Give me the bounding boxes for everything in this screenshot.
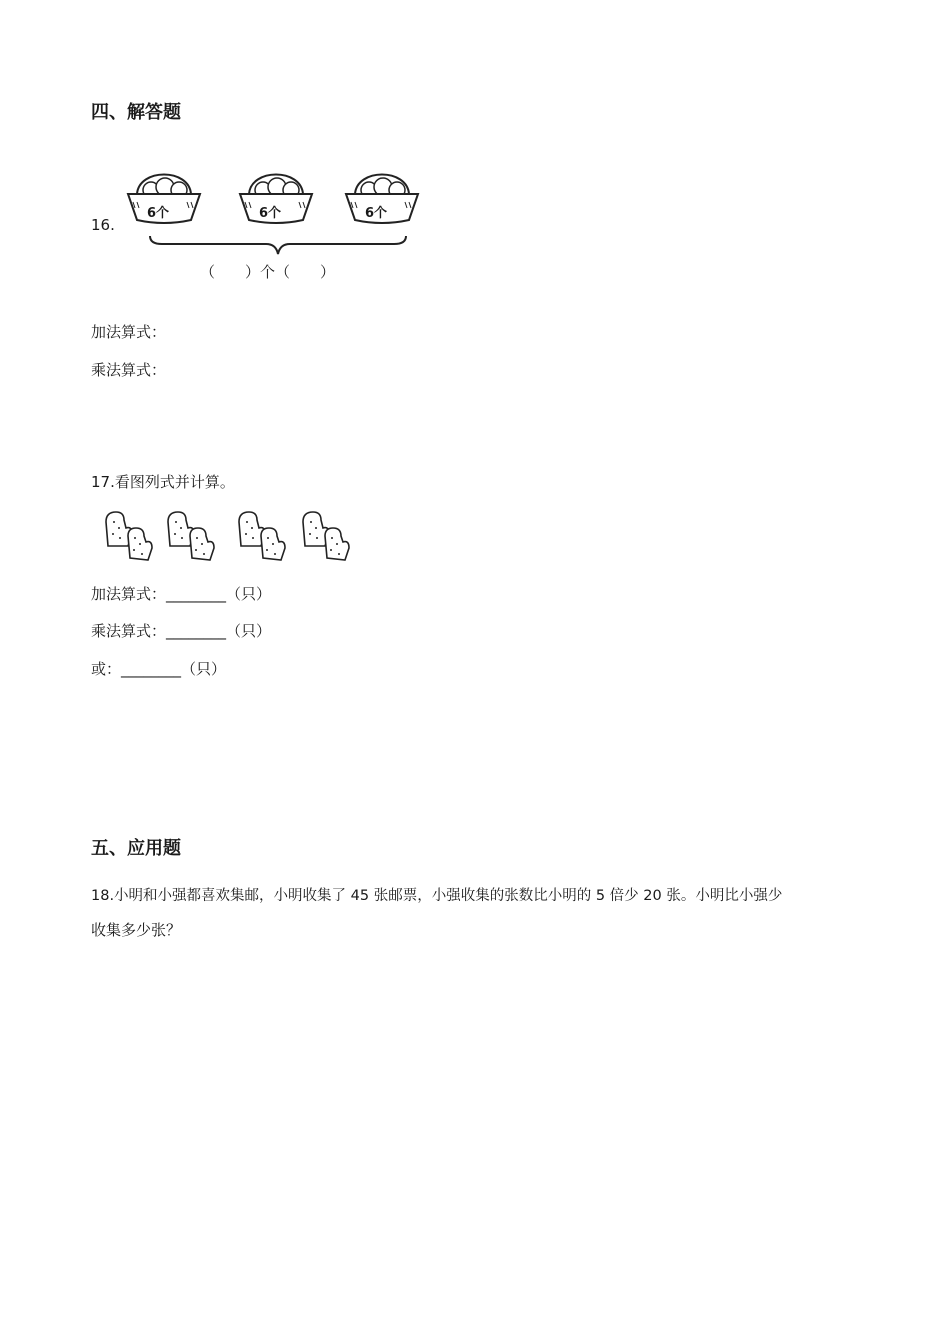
question-18-line-2: 收集多少张？ — [91, 921, 182, 939]
mitten-icon — [235, 508, 293, 564]
fruit-basket-icon — [125, 166, 203, 232]
question-number-16: 16. — [91, 216, 115, 234]
basket-label: 6个 — [147, 206, 170, 221]
or-answer-line: 或：________（只） — [91, 660, 227, 678]
question-18-line-1: 18.小明和小强都喜欢集邮，小明收集了 45 张邮票，小强收集的张数比小明的 5 倍少 20 张。小明比小强少 — [91, 888, 783, 904]
fruit-basket-icon — [343, 166, 421, 232]
question-17-prompt: 17.看图列式并计算。 — [91, 473, 235, 491]
mitten-icon — [164, 508, 222, 564]
mitten-icon — [299, 508, 357, 564]
section-heading-4: 四、解答题 — [91, 102, 181, 123]
basket-label: 6个 — [259, 206, 282, 221]
fruit-basket-icon — [237, 166, 315, 232]
section-heading-5: 五、应用题 — [91, 838, 181, 859]
mitten-icon — [102, 508, 160, 564]
brace-caption: （ ）个（ ） — [200, 263, 336, 281]
multiplication-label: 乘法算式： — [91, 361, 167, 379]
multiplication-answer-line: 乘法算式：________（只） — [91, 622, 272, 640]
curly-brace-icon — [148, 234, 408, 258]
basket-label: 6个 — [365, 206, 388, 221]
addition-label: 加法算式： — [91, 323, 167, 341]
addition-answer-line: 加法算式：________（只） — [91, 585, 272, 603]
